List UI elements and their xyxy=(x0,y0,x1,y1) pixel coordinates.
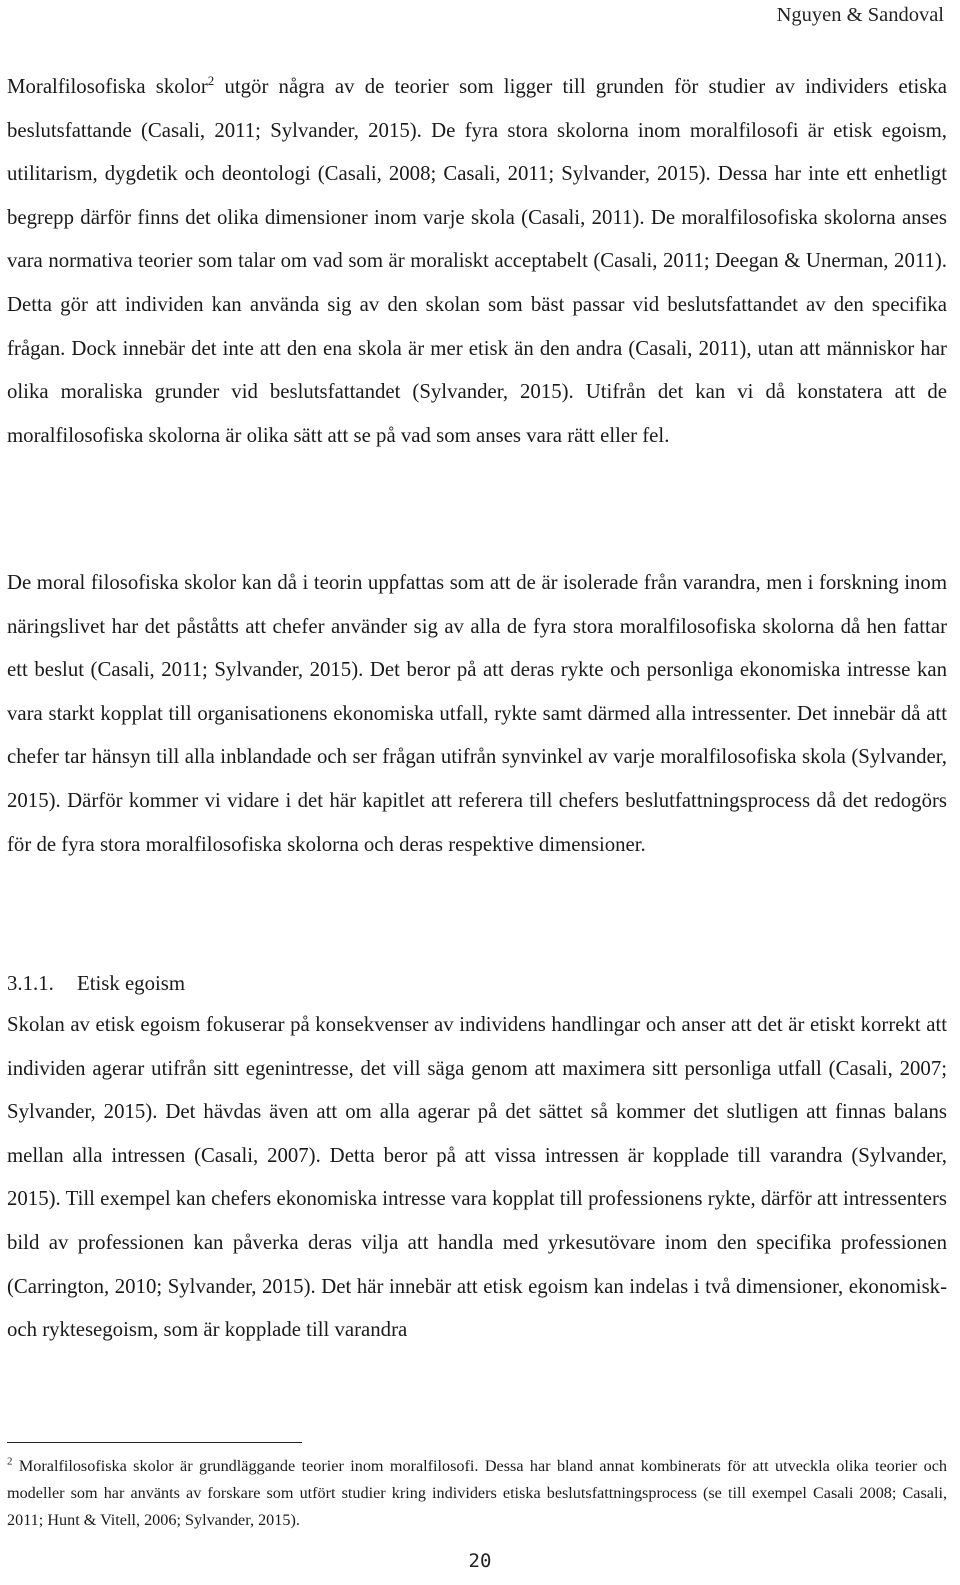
paragraph-body-text: utgör några av de teorier som ligger till grunden för studier av individers etiska beslutsfattande (Casali, 2011; Sylvander, 2015). De fyra stora skolorna inom moralfilosofi är etisk egoism, utilitarism, dygdetik och deontologi (Casali, 2008; Casali, 2011; Sylvander, 2015). Dessa har inte ett enhetligt begrepp därför finns det olika dimensioner inom varje skola (Casali, 2011). De moralfilosofiska skolorna anses vara normativa teorier som talar om vad som är moraliskt acceptabelt (Casali, 2011; Deegan & Unerman, 2011). Detta gör att individen kan använda sig av den skolan som bäst passar vid beslutsfattandet av den specifika frågan. Dock innebär det inte att den ena skola är mer etisk än den andra (Casali, 2011), utan att människor har olika moraliska grunder vid beslutsfattandet (Sylvander, 2015). Utifrån det kan vi då konstatera att de moralfilosofiska skolorna är olika sätt att se på vad som anses vara rätt eller fel. xyxy=(7,75,947,447)
footnote-marker: 2 xyxy=(7,1455,13,1468)
footnote-separator xyxy=(7,1442,302,1443)
footnote-reference[interactable]: 2 xyxy=(207,73,215,89)
paragraph-lead-text: Moralfilosofiska skolor xyxy=(7,75,208,98)
footnote-text: Moralfilosofiska skolor är grundläggande teorier inom moralfilosofi. Dessa har bland annat kombinerats för att utveckla olika teorier och modeller som har använts av forskare som utfört studier kring individers etiska beslutsfattningsprocess (se till exempel Casali 2008; Casali, 2011; Hunt & Vitell, 2006; Sylvander, 2015). xyxy=(7,1457,947,1529)
section-number: 3.1.1. xyxy=(7,972,54,995)
footnote xyxy=(7,1453,947,1534)
paragraph-schools-in-practice: De moral filosofiska skolor kan då i teorin uppfattas som att de är isolerade från varandra, men i forskning inom näringslivet har det påståtts att chefer använder sig av alla de fyra stora moralfilosofiska skolorna då hen fattar ett beslut (Casali, 2011; Sylvander, 2015). Det beror på att deras rykte och personliga ekonomiska intresse kan vara starkt kopplat till organisationens ekonomiska utfall, rykte samt därmed alla intressenter. Det innebär då att chefer tar hänsyn till alla inblandade och ser frågan utifrån synvinkel av varje moralfilosofiska skola (Sylvander, 2015). Därför kommer vi vidare i det här kapitlet att referera till chefers beslutfattningsprocess då det redogörs för de fyra stora moralfilosofiska skolorna och deras respektive dimensioner. xyxy=(7,571,947,856)
section-title: Etisk egoism xyxy=(77,972,186,995)
section-heading xyxy=(7,969,185,999)
paragraph-moral-schools-intro xyxy=(7,65,947,457)
paragraph-ethical-egoism: Skolan av etisk egoism fokuserar på konsekvenser av individens handlingar och anser att det är etiskt korrekt att individen agerar utifrån sitt egenintresse, det vill säga genom att maximera sitt personliga utfall (Casali, 2007; Sylvander, 2015). Det hävdas även att om alla agerar på det sättet så kommer det slutligen att finnas balans mellan alla intressen (Casali, 2007). Detta beror på att vissa intressen är kopplade till varandra (Sylvander, 2015). Till exempel kan chefers ekonomiska intresse vara kopplat till professionens rykte, därför att intressenters bild av professionen kan påverka deras vilja att handla med yrkesutövare inom den specifika professionen (Carrington, 2010; Sylvander, 2015). Det här innebär att etisk egoism kan indelas i två dimensioner, ekonomisk- och ryktesegoism, som är kopplade till varandra xyxy=(7,1013,947,1342)
page-number: 20 xyxy=(468,1550,492,1572)
running-header: Nguyen & Sandoval xyxy=(776,4,944,26)
